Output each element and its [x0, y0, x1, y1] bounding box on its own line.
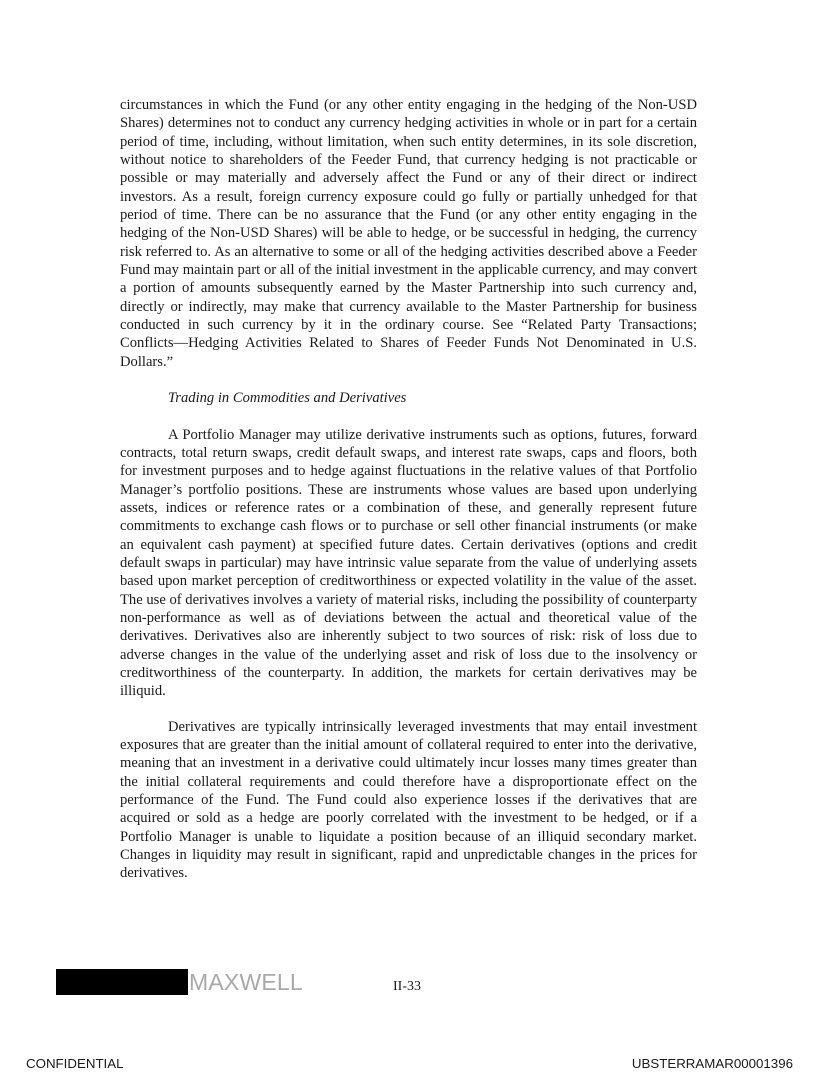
- confidential-label: CONFIDENTIAL: [26, 1056, 124, 1071]
- bates-number: UBSTERRAMAR00001396: [631, 1056, 793, 1071]
- redaction-bar: [56, 969, 188, 995]
- paragraph-derivatives-overview: A Portfolio Manager may utilize derivative instruments such as options, futures, forward contracts, total return swaps, credit default swaps, and interest rate swaps, caps and floors, both for investment purposes and to hedge against fluctuations in the relative values of that Portfolio Manager’s portfolio positions. These are instruments whose values are based upon underlying assets, indices or reference rates or a combination of these, and generally represent future commitments to exchange cash flows or to purchase or sell other financial instruments (or make an equivalent cash payment) at specified future dates. Certain derivatives (options and credit default swaps in particular) may have intrinsic value separate from the value of underlying assets based upon market perception of creditworthiness or expected volatility in the value of the asset. The use of derivatives involves a variety of material risks, including the possibility of counterparty non-performance as well as of deviations between the actual and theoretical value of the derivatives. Derivatives also are inherently subject to two sources of risk: risk of loss due to adverse changes in the value of the underlying asset and risk of loss due to the insolvency or creditworthiness of the counterparty. In addition, the markets for certain derivatives may be illiquid.: [120, 426, 697, 700]
- paragraph-currency-hedging-continuation: circumstances in which the Fund (or any other entity engaging in the hedging of the Non-USD Shares) determines not to conduct any currency hedging activities in whole or in part for a certain period of time, including, without limitation, when such entity determines, in its sole discretion, without notice to shareholders of the Feeder Fund, that currency hedging is not practicable or possible or may materially and adversely affect the Fund or any of their direct or indirect investors. As a result, foreign currency exposure could go fully or partially unhedged for that period of time. There can be no assurance that the Fund (or any other entity engaging in the hedging of the Non-USD Shares) will be able to hedge, or be successful in hedging, the currency risk referred to. As an alternative to some or all of the hedging activities described above a Feeder Fund may maintain part or all of the initial investment in the applicable currency, and may convert a portion of amounts subsequently earned by the Master Partnership into such currency and, directly or indirectly, may make that currency available to the Master Partnership for business conducted in such currency by it in the ordinary course. See “Related Party Transactions; Conflicts—Hedging Activities Related to Shares of Feeder Funds Not Denominated in U.S. Dollars.”: [120, 97, 697, 370]
- section-heading-trading-commodities-derivatives: Trading in Commodities and Derivatives: [168, 390, 407, 407]
- paragraph-derivatives-leverage: Derivatives are typically intrinsically leveraged investments that may entail investment exposures that are greater than the initial amount of collateral required to enter into the derivative, meaning that an investment in a derivative could ultimately incur losses many times greater than the initial collateral requirements and could therefore have a disproportionate effect on the performance of the Fund. The Fund could also experience losses if the derivatives that are acquired or sold as a hedge are poorly correlated with the investment to be hedged, or if a Portfolio Manager is unable to liquidate a position because of an illiquid secondary market. Changes in liquidity may result in significant, rapid and unpredictable changes in the prices for derivatives.: [120, 718, 697, 882]
- page-number: II-33: [393, 979, 421, 994]
- stamp-text: MAXWELL: [189, 969, 303, 995]
- redacted-stamp: [56, 968, 303, 996]
- document-body: [120, 96, 697, 883]
